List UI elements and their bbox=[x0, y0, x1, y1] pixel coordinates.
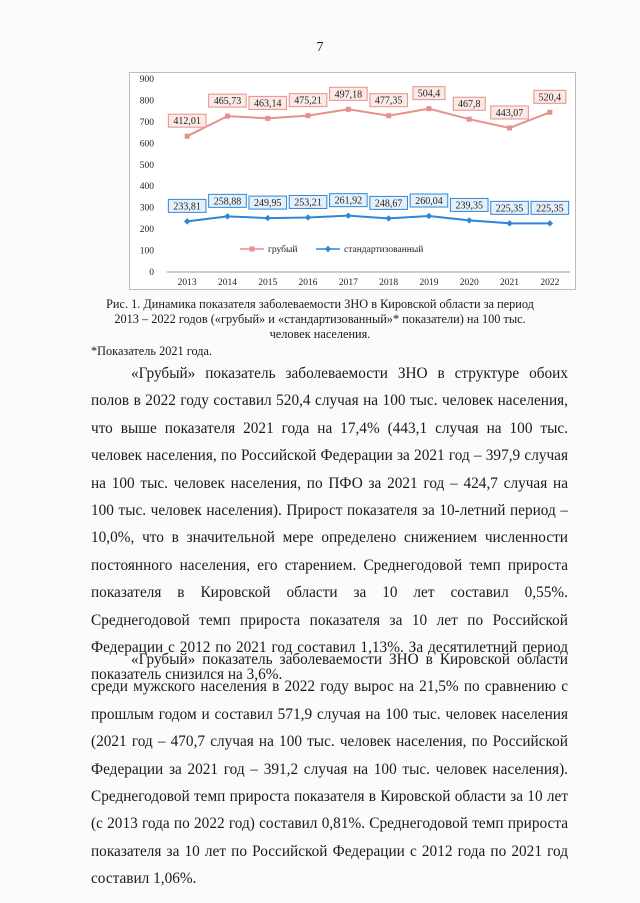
data-label: 520,4 bbox=[538, 92, 562, 104]
y-tick-label: 800 bbox=[139, 96, 154, 107]
x-tick-label: 2017 bbox=[338, 278, 358, 288]
x-tick-label: 2020 bbox=[459, 278, 479, 288]
y-tick-label: 600 bbox=[139, 139, 154, 150]
x-tick-label: 2014 bbox=[217, 278, 237, 288]
y-tick-label: 700 bbox=[139, 117, 154, 128]
data-label: 412,01 bbox=[173, 116, 201, 128]
data-label: 465,73 bbox=[213, 96, 242, 108]
data-label: 467,8 bbox=[458, 99, 481, 111]
data-label: 443,07 bbox=[495, 107, 524, 119]
data-label: 249,95 bbox=[254, 198, 282, 210]
legend-label-crude: грубый bbox=[268, 245, 298, 255]
data-point-standardized bbox=[426, 213, 432, 219]
data-point-crude bbox=[467, 117, 472, 122]
paragraph-crude-rate: «Грубый» показатель заболеваемости ЗНО в структуре обоих полов в 2022 году составил 520,4 случая на 100 тыс. человек населения, что выше показателя 2021 года на 17,4% (443,1 случая на 100 тыс. человек населения, по Российской Федерации за 2021 год – 397,9 случая на 100 тыс. человек населения, по ПФО за 2021 год – 424,7 случая на 100 тыс. человек населения). Прирост показателя за 10-летний период – 10,0%, что в значительной мере определено снижением численности постоянного населения, его старением. Среднегодовой темп прироста показателя в Кировской области за 10 лет составил 0,55%. Среднегодовой темп прироста показателя за 10 лет по Российской Федерации с 2012 по 2021 год составил 1,13%. За десятилетний период показатель снизился на 3,6%. bbox=[91, 365, 568, 684]
x-tick-label: 2018 bbox=[379, 278, 399, 288]
series-line-standardized bbox=[187, 216, 550, 224]
data-point-crude bbox=[386, 113, 391, 118]
data-label: 477,35 bbox=[374, 95, 403, 107]
data-label: 261,92 bbox=[334, 195, 363, 207]
data-label: 258,88 bbox=[213, 196, 242, 208]
y-tick-label: 500 bbox=[139, 160, 154, 171]
x-tick-label: 2015 bbox=[258, 278, 278, 288]
data-point-standardized bbox=[547, 220, 553, 226]
data-label: 475,21 bbox=[294, 95, 322, 107]
legend-marker-standardized bbox=[325, 246, 331, 252]
data-point-crude bbox=[185, 134, 190, 139]
incidence-chart-svg bbox=[130, 73, 575, 289]
data-label: 504,4 bbox=[417, 88, 441, 100]
data-label: 497,18 bbox=[334, 89, 363, 101]
x-tick-label: 2013 bbox=[177, 278, 197, 288]
y-tick-label: 900 bbox=[139, 75, 154, 85]
data-point-standardized bbox=[305, 214, 311, 220]
data-point-standardized bbox=[466, 217, 472, 223]
data-point-standardized bbox=[506, 220, 512, 226]
data-label: 248,67 bbox=[374, 198, 403, 210]
data-point-crude bbox=[346, 107, 351, 112]
incidence-chart bbox=[129, 72, 576, 290]
y-tick-label: 0 bbox=[149, 268, 154, 278]
data-label: 225,35 bbox=[536, 203, 564, 215]
data-label: 260,04 bbox=[415, 196, 443, 208]
data-point-standardized bbox=[345, 212, 351, 218]
data-point-crude bbox=[426, 106, 431, 111]
x-tick-label: 2016 bbox=[298, 278, 318, 288]
data-point-standardized bbox=[385, 215, 391, 221]
y-tick-label: 100 bbox=[139, 246, 154, 257]
y-tick-label: 300 bbox=[139, 203, 154, 214]
x-tick-label: 2019 bbox=[419, 278, 439, 288]
data-label: 225,35 bbox=[495, 203, 524, 215]
data-point-crude bbox=[507, 125, 512, 130]
x-tick-label: 2021 bbox=[500, 278, 520, 288]
data-point-crude bbox=[265, 116, 270, 121]
data-point-standardized bbox=[184, 218, 190, 224]
data-point-crude bbox=[306, 113, 311, 118]
data-label: 239,35 bbox=[455, 200, 483, 212]
figure-caption: Рис. 1. Динамика показателя заболеваемости ЗНО в Кировской области за период 2013 – 2022 годов («грубый» и «стандартизованный»* показатели) на 100 тыс. человек населения. bbox=[106, 297, 534, 341]
page-number: 7 bbox=[316, 40, 324, 55]
y-tick-label: 200 bbox=[139, 225, 154, 236]
data-point-standardized bbox=[265, 215, 271, 221]
y-tick-label: 400 bbox=[139, 182, 154, 193]
data-point-crude bbox=[225, 114, 230, 119]
legend-marker-crude bbox=[250, 247, 255, 252]
x-tick-label: 2022 bbox=[540, 278, 560, 288]
data-label: 233,81 bbox=[173, 201, 201, 213]
data-point-standardized bbox=[224, 213, 230, 219]
data-point-crude bbox=[547, 110, 552, 115]
footnote: *Показатель 2021 года. bbox=[91, 344, 213, 358]
legend-label-standardized: стандартизованный bbox=[344, 245, 424, 255]
data-label: 253,21 bbox=[294, 197, 322, 209]
data-label: 463,14 bbox=[254, 98, 282, 110]
paragraph-male-rate: «Грубый» показатель заболеваемости ЗНО в Кировской области среди мужского населения в 2022 году вырос на 21,5% по сравнению с прошлым годом и составил 571,9 случая на 100 тыс. человек населения (2021 год – 470,7 случая на 100 тыс. человек населения, по Российской Федерации за 2021 год – 391,2 случая на 100 тыс. человек населения). Среднегодовой темп прироста показателя в Кировской области за 10 лет (с 2013 года по 2022 год) составил 0,81%. Среднегодовой темп прироста показателя за 10 лет по Российской Федерации с 2012 года по 2021 год составил 1,06%. bbox=[91, 651, 568, 888]
